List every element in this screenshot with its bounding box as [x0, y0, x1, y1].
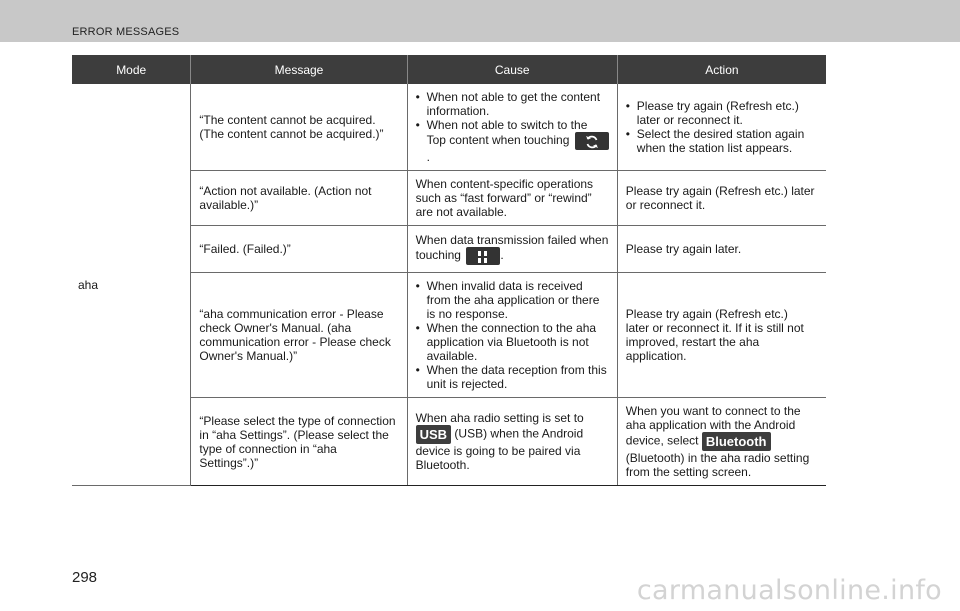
action-cell: Please try again later.	[617, 226, 826, 273]
cause-suffix: .	[500, 248, 504, 263]
action-text: (Bluetooth) in the aha radio setting from the setting screen.	[625, 451, 810, 479]
message-line: “The content cannot be acquired.	[199, 113, 376, 127]
cause-cell	[407, 273, 617, 398]
message-cell	[191, 84, 407, 171]
action-item: • Please try again (Refresh etc.) later or reconnect it.	[626, 99, 818, 127]
cause-cell	[407, 398, 617, 486]
thumbs-icon	[466, 247, 500, 265]
error-messages-table	[72, 55, 826, 486]
message-cell: “Please select the type of connection in “aha Settings”. (Please select the type of connection in “aha Settings”.)”	[191, 398, 407, 486]
cause-list	[416, 279, 609, 391]
column-header-action: Action	[617, 55, 826, 84]
cause-text: (USB) when the Android device is going to be paired via Bluetooth.	[415, 426, 584, 472]
cause-cell	[407, 226, 617, 273]
action-text: When you want to connect to the aha application with the Android device, select	[625, 404, 801, 448]
cause-cell	[407, 84, 617, 171]
action-line: Please try again (Refresh etc.)	[625, 307, 788, 321]
cause-cell: When content-specific operations such as “fast forward” or “rewind” are not available.	[407, 171, 617, 226]
section-title: ERROR MESSAGES	[72, 26, 180, 38]
cause-item: • When invalid data is received from the aha application or there is no response.	[416, 279, 609, 321]
cause-text: When not able to switch to the Top content when touching	[426, 118, 588, 148]
refresh-icon	[575, 132, 609, 150]
cause-suffix: .	[426, 150, 430, 164]
action-cell: Please try again (Refresh etc.) later or reconnect it.	[617, 171, 826, 226]
message-cell: “Action not available. (Action not available.)”	[191, 171, 407, 226]
message-line: (The content cannot be acquired.)”	[199, 127, 384, 141]
message-cell: “Failed. (Failed.)”	[191, 226, 407, 273]
cause-item: • When the data reception from this unit is rejected.	[416, 363, 609, 391]
cause-text: When aha radio setting is set to	[415, 411, 584, 425]
cause-text: When not able to get the content information.	[426, 90, 601, 118]
table-row	[72, 84, 826, 171]
action-list	[626, 99, 818, 155]
usb-button-label: USB	[416, 425, 451, 444]
action-cell	[617, 273, 826, 398]
bluetooth-button-label: Bluetooth	[702, 432, 771, 451]
action-item: • Select the desired station again when the station list appears.	[626, 127, 818, 155]
column-header-mode: Mode	[72, 55, 191, 84]
cause-text: When data transmission failed when touching	[415, 233, 609, 263]
column-header-message: Message	[191, 55, 407, 84]
message-cell: “aha communication error - Please check Owner's Manual. (aha communication error - Please check Owner's Manual.)”	[191, 273, 407, 398]
cause-list	[416, 90, 609, 164]
table-header-row	[72, 55, 826, 84]
page-number: 298	[72, 569, 98, 586]
action-cell	[617, 398, 826, 486]
mode-cell: aha	[72, 84, 191, 486]
watermark: carmanualsonline.info	[636, 575, 942, 606]
action-cell	[617, 84, 826, 171]
cause-item	[416, 90, 609, 118]
cause-item: • When the connection to the aha application via Bluetooth is not available.	[416, 321, 609, 363]
cause-item	[416, 118, 609, 164]
column-header-cause: Cause	[407, 55, 617, 84]
action-line: later or reconnect it. If it is still not improved, restart the aha application.	[625, 321, 804, 363]
